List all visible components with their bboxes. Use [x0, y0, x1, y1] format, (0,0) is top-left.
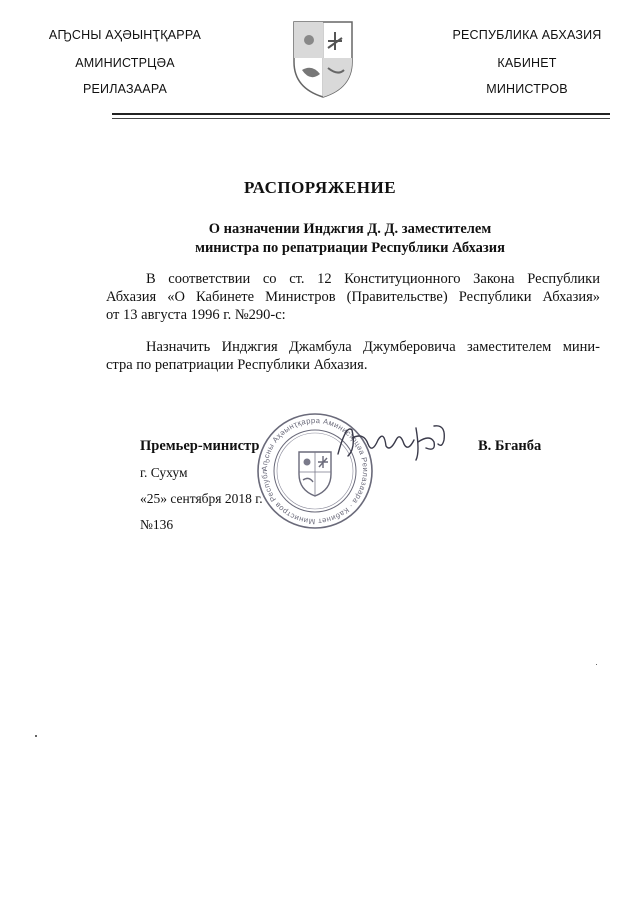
subject-line-2: министра по репатриации Республики Абхазия — [195, 240, 505, 256]
seal-ring-text: Аҧсны Аҳәынҭқарра Аминистрцәа Реилазаара · Кабинет Министров Республ — [259, 415, 371, 527]
document-date: «25» сентября 2018 г. — [140, 491, 263, 506]
signature-mark — [334, 418, 452, 464]
para1-line-1: В соответствии со ст. 12 Конституционного Закона Республики — [146, 271, 600, 287]
header-left-line-3: РЕИЛАЗААРА — [82, 82, 168, 96]
scan-speck — [596, 664, 597, 665]
header-right-line-1: РЕСПУБЛИКА АБХАЗИЯ — [452, 28, 602, 42]
para1-line-2: Абхазия «О Кабинете Министров (Правительстве) Республики Абхазия» — [106, 289, 600, 305]
header-left-line-2: АМИНИСТРЦӘА — [75, 56, 175, 70]
document-title: РАСПОРЯЖЕНИЕ — [243, 178, 397, 197]
header-left-line-1: АҦСНЫ АҲӘЫНҬҚАРРА — [48, 28, 202, 42]
para2-line-2: стра по репатриации Республики Абхазия. — [106, 357, 368, 373]
document-city: г. Сухум — [140, 465, 188, 480]
header-rule-thick — [112, 113, 610, 115]
document-subject — [100, 220, 600, 258]
emblem-icon — [290, 18, 356, 100]
paragraph-basis — [106, 270, 600, 324]
paragraph-order — [106, 338, 600, 374]
para1-line-3: от 13 августа 1996 г. №290-с: — [106, 307, 286, 323]
header-right-line-3: МИНИСТРОВ — [486, 82, 568, 96]
signer-position: Премьер-министр — [140, 438, 260, 454]
subject-line-1: О назначении Инджгия Д. Д. заместителем — [208, 221, 492, 237]
document-number: №136 — [140, 517, 174, 532]
scan-speck — [35, 735, 37, 737]
header-right-line-2: КАБИНЕТ — [497, 56, 557, 70]
header-rule-thin — [112, 118, 610, 119]
para2-line-1: Назначить Инджгия Джамбула Джумберовича заместителем мини- — [146, 339, 600, 355]
signer-name: В. Бганба — [478, 438, 542, 454]
